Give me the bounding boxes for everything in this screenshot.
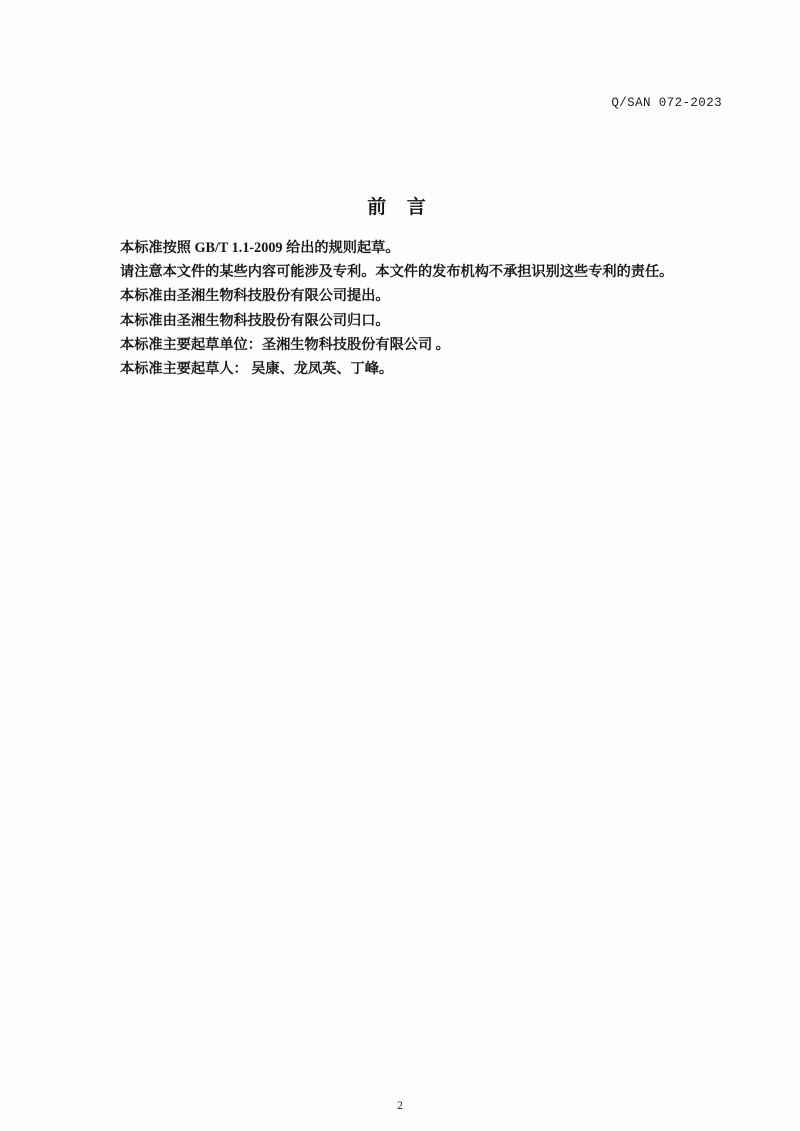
paragraph: 本标准按照 GB/T 1.1-2009 给出的规则起草。 [120,240,400,256]
paragraph: 本标准主要起草人： 吴康、龙凤英、丁峰。 [120,361,394,378]
foreword-body [120,236,700,381]
paragraph: 本标准由圣湘生物科技股份有限公司提出。 [120,288,390,305]
standard-code-header: Q/SAN 072-2023 [611,96,722,110]
page-title: 前 言 [367,196,433,218]
paragraph: 请注意本文件的某些内容可能涉及专利。本文件的发布机构不承担识别这些专利的责任。 [120,264,674,281]
paragraph: 本标准主要起草单位：圣湘生物科技股份有限公司 。 [120,336,450,353]
paragraph: 本标准由圣湘生物科技股份有限公司归口。 [120,312,390,329]
page-number: 2 [397,1100,403,1112]
